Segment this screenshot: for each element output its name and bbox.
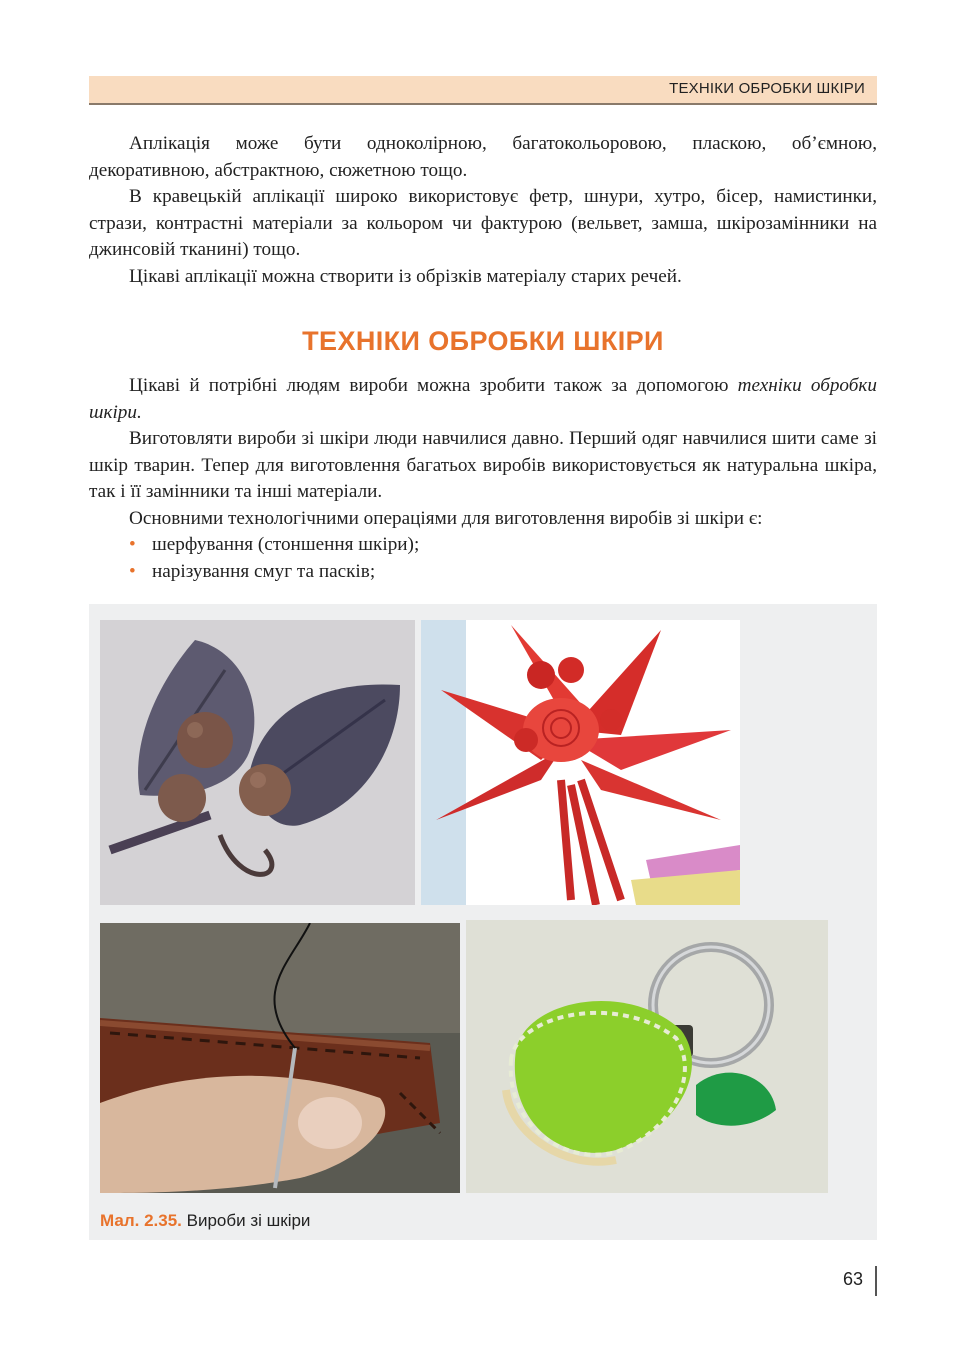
running-header-title: ТЕХНІКИ ОБРОБКИ ШКІРИ bbox=[669, 80, 865, 97]
figure-caption-number: Мал. 2.35. bbox=[100, 1211, 182, 1230]
section-paragraph-2: Виготовляти вироби зі шкіри люди навчилися давно. Перший одяг навчилися шити саме зі шкір тварин. Тепер для виготовлення багатьох виробів використовується як натуральна шкіра, так і її замінники та інші матеріали. bbox=[89, 428, 877, 502]
figure-caption-text: Вироби зі шкіри bbox=[186, 1211, 311, 1230]
bullet-icon: • bbox=[129, 560, 136, 582]
list-item bbox=[89, 559, 877, 586]
section-paragraph-1-text: Цікаві й потрібні людям вироби можна зробити також за допомогою bbox=[129, 375, 738, 396]
section-paragraph-1-term: техніки обробки шкіри. bbox=[89, 375, 877, 423]
leather-brooch-photo bbox=[100, 620, 415, 905]
section-title: ТЕХНІКИ ОБРОБКИ ШКІРИ bbox=[302, 326, 664, 356]
intro-paragraph-2: В кравецькій аплікації широко використовує фетр, шнури, хутро, бісер, намистинки, стрази, контрастні матеріали за кольором чи фактурою (вельвет, замша, шкірозамінники на джинсовій тканині) тощо. bbox=[89, 186, 877, 260]
green-leather-keychain-photo bbox=[466, 920, 828, 1193]
leather-stitching-photo bbox=[100, 923, 460, 1193]
page-number: 63 bbox=[843, 1269, 864, 1289]
intro-paragraph-1: Аплікація може бути одноколірною, багатокольоровою, плаcкою, об’ємною, декоративною, абстрактною, сюжетною тощо. bbox=[89, 133, 877, 181]
bullet-icon: • bbox=[129, 534, 136, 555]
list-item-text: шерфування (стоншення шкіри); bbox=[152, 534, 420, 555]
operations-list bbox=[89, 532, 877, 585]
running-header bbox=[89, 76, 877, 105]
list-item-text: нарізування смуг та пасків; bbox=[152, 560, 376, 582]
list-item bbox=[89, 532, 877, 559]
section-paragraph-3: Основними технологічними операціями для виготовлення виробів зі шкіри є: bbox=[129, 507, 763, 529]
section-paragraph-1 bbox=[89, 373, 877, 426]
page-number-rule bbox=[875, 1266, 877, 1296]
section-text bbox=[89, 373, 877, 585]
figure-caption bbox=[100, 1211, 310, 1231]
intro-paragraph-3: Цікаві аплікації можна створити із обрізків матеріалу старих речей. bbox=[129, 265, 682, 287]
red-leather-flower-photo bbox=[421, 620, 740, 905]
intro-text bbox=[89, 131, 877, 290]
